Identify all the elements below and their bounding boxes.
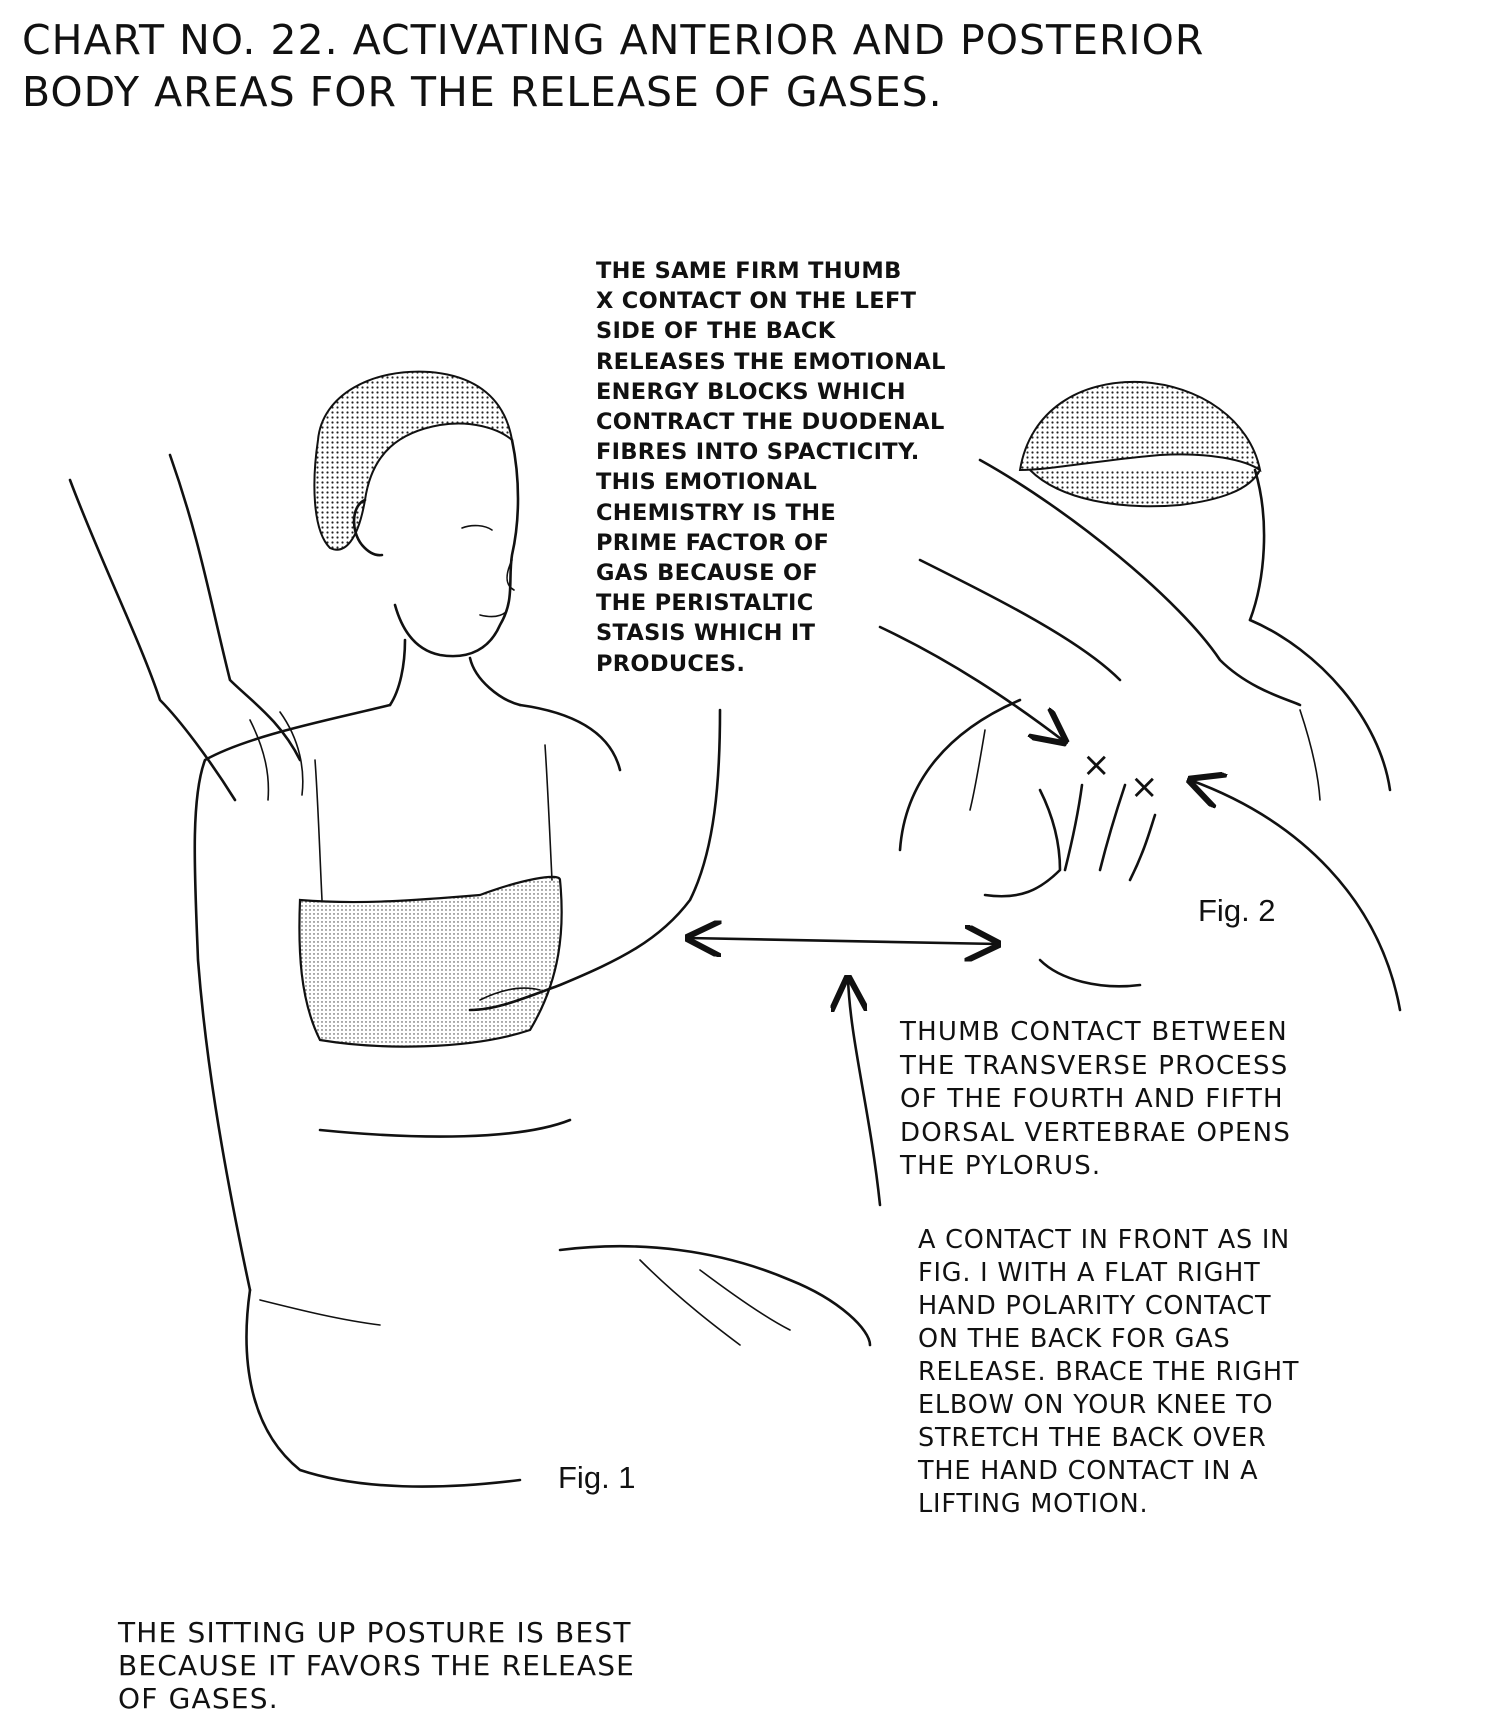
contact-mark-left: × bbox=[1082, 745, 1111, 785]
fig2-bun bbox=[1030, 470, 1260, 506]
chart-title bbox=[22, 14, 1204, 118]
note-line: ENERGY BLOCKS WHICH bbox=[596, 378, 906, 405]
note-line: STASIS WHICH IT bbox=[596, 620, 816, 647]
note-line: OF THE FOURTH AND FIFTH bbox=[900, 1084, 1284, 1114]
note-line: THE HAND CONTACT IN A bbox=[918, 1456, 1259, 1486]
note-line: RELEASES THE EMOTIONAL bbox=[596, 348, 946, 375]
arrow-from-front-note bbox=[848, 978, 880, 1205]
fig2-hair bbox=[1020, 382, 1260, 470]
note-back-contact bbox=[596, 256, 946, 679]
note-line: THE TRANSVERSE PROCESS bbox=[900, 1050, 1289, 1081]
double-arrow-between-figs bbox=[688, 938, 998, 944]
fig1-bra bbox=[299, 877, 561, 1047]
note-line: DORSAL VERTEBRAE OPENS bbox=[900, 1117, 1292, 1148]
fig1-hair bbox=[314, 372, 512, 550]
note-line: RELEASE. BRACE THE RIGHT bbox=[918, 1357, 1300, 1387]
note-line: ELBOW ON YOUR KNEE TO bbox=[918, 1390, 1274, 1420]
chart-title-line-1: CHART NO. 22. ACTIVATING ANTERIOR AND POSTERIOR bbox=[22, 16, 1205, 64]
note-line: SIDE OF THE BACK bbox=[596, 318, 836, 345]
note-pylorus bbox=[900, 1016, 1291, 1184]
note-line: THE PERISTALTIC bbox=[596, 590, 814, 617]
note-line: BECAUSE IT FAVORS THE RELEASE bbox=[118, 1649, 636, 1682]
note-line: OF GASES. bbox=[118, 1682, 279, 1715]
note-line: CONTRACT THE DUODENAL bbox=[596, 409, 945, 436]
note-line: PRIME FACTOR OF bbox=[596, 529, 830, 556]
note-line: ON THE BACK FOR GAS bbox=[918, 1324, 1231, 1354]
note-line: THIS EMOTIONAL bbox=[596, 469, 818, 496]
figure-1-label: Fig. 1 bbox=[558, 1460, 636, 1495]
note-line: THE SITTING UP POSTURE IS BEST bbox=[118, 1616, 632, 1649]
note-front-contact bbox=[918, 1224, 1299, 1521]
note-line: THE PYLORUS. bbox=[900, 1151, 1102, 1181]
note-line: FIG. I WITH A FLAT RIGHT bbox=[918, 1258, 1261, 1288]
note-line: PRODUCES. bbox=[596, 650, 746, 677]
figure-2-drawing bbox=[900, 382, 1390, 986]
note-line: CHEMISTRY IS THE bbox=[596, 499, 837, 526]
note-posture bbox=[118, 1616, 635, 1715]
note-line: FIBRES INTO SPACTICITY. bbox=[596, 439, 920, 466]
note-line: A CONTACT IN FRONT AS IN bbox=[918, 1225, 1291, 1255]
note-line: HAND POLARITY CONTACT bbox=[918, 1291, 1272, 1321]
note-line: THUMB CONTACT BETWEEN bbox=[900, 1017, 1288, 1047]
figure-2-label: Fig. 2 bbox=[1198, 893, 1276, 928]
note-line: GAS BECAUSE OF bbox=[596, 560, 819, 587]
note-line: STRETCH THE BACK OVER bbox=[918, 1423, 1267, 1453]
contact-mark-right: × bbox=[1130, 767, 1159, 807]
note-line: X CONTACT ON THE LEFT bbox=[596, 288, 917, 315]
chart-title-line-2: BODY AREAS FOR THE RELEASE OF GASES. bbox=[22, 68, 943, 116]
note-line: THE SAME FIRM THUMB bbox=[596, 258, 902, 284]
note-line: LIFTING MOTION. bbox=[918, 1489, 1149, 1519]
